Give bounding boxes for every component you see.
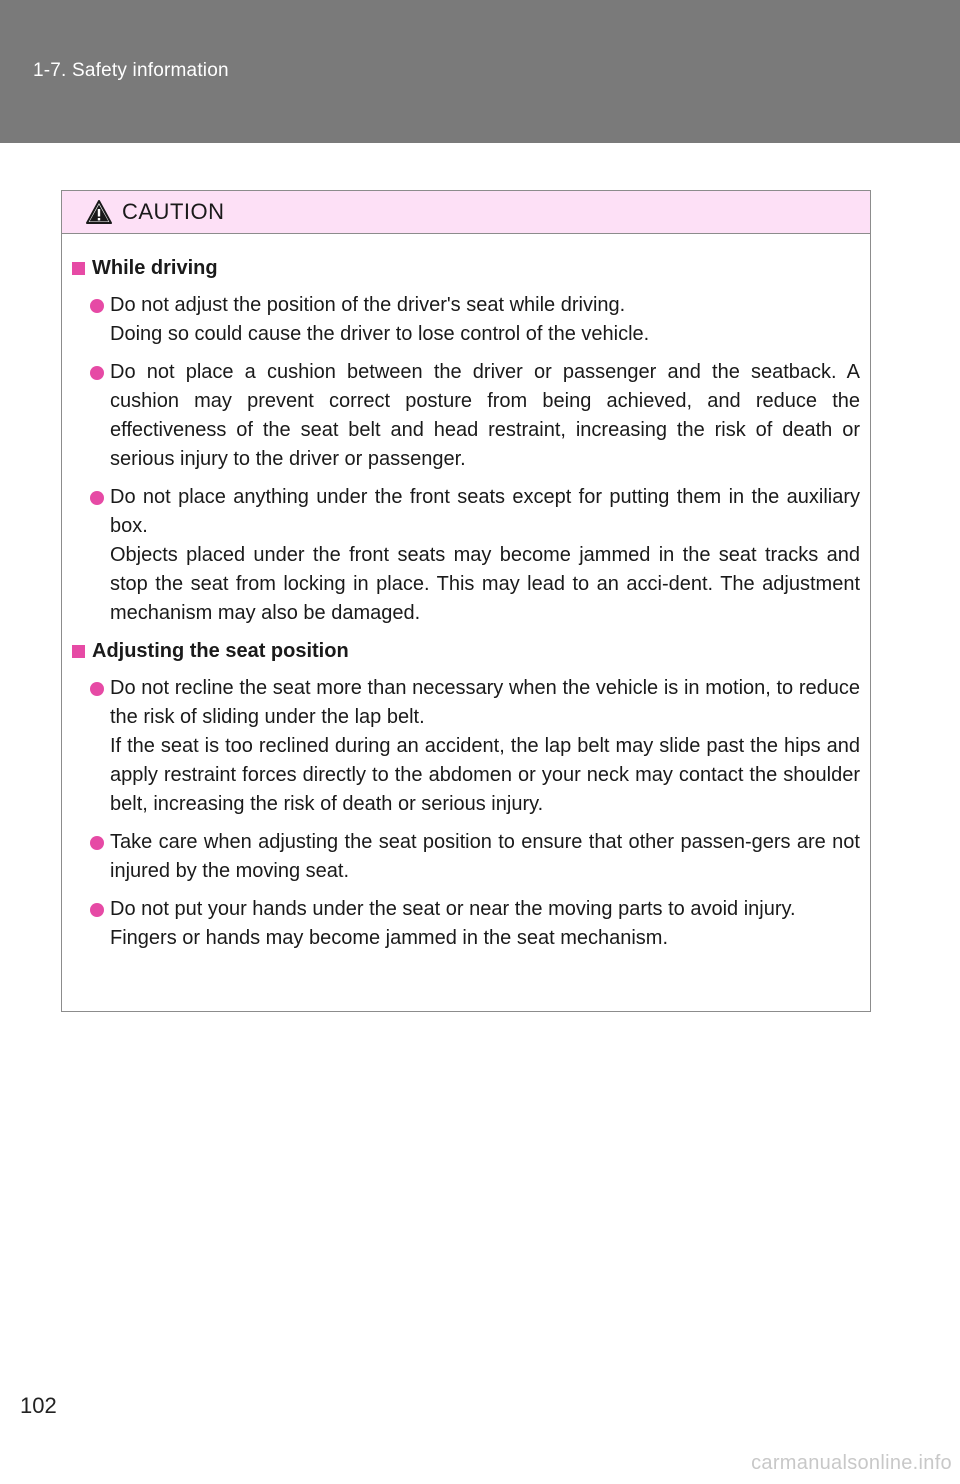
page-number: 102 (20, 1393, 57, 1418)
item-text: Doing so could cause the driver to lose control of the vehicle. (110, 323, 650, 345)
square-bullet-icon (72, 262, 85, 275)
square-bullet-icon (72, 645, 85, 658)
watermark: carmanualsonline.info (751, 1452, 952, 1474)
caution-box (61, 190, 871, 1012)
item-text: Fingers or hands may become jammed in the seat mechanism. (110, 927, 669, 949)
section-title: 1-7. Safety information (33, 60, 229, 81)
item-text: Take care when adjusting the seat position to ensure that other passen-gers are not injured by the moving seat. (110, 831, 860, 882)
header-band (0, 0, 960, 143)
warning-icon (86, 200, 112, 224)
section-heading-text: While driving (92, 257, 218, 279)
item-text: If the seat is too reclined during an accident, the lap belt may slide past the hips and apply restraint forces directly to the abdomen or your neck may contact the shoulder belt, increasing the risk of death or serious injury. (110, 735, 860, 815)
list-item (90, 358, 860, 474)
list-item (90, 674, 860, 819)
section-heading (72, 254, 860, 283)
item-text: Do not put your hands under the seat or near the moving parts to avoid injury. (110, 898, 796, 920)
list-item (90, 483, 860, 628)
caution-body (62, 234, 870, 953)
section-heading (72, 637, 860, 666)
caution-label: CAUTION (122, 199, 225, 224)
circle-bullet-icon (90, 682, 104, 696)
circle-bullet-icon (90, 491, 104, 505)
item-text: Do not place anything under the front seats except for putting them in the auxiliary box. (110, 486, 860, 537)
circle-bullet-icon (90, 836, 104, 850)
item-text: Do not recline the seat more than necessary when the vehicle is in motion, to reduce the risk of sliding under the lap belt. (110, 677, 860, 728)
item-text: Do not place a cushion between the driver or passenger and the seatback. A cushion may prevent correct posture from being achieved, and reduce the effectiveness of the seat belt and head restraint, increasing the risk of death or serious injury to the driver or passenger. (110, 361, 860, 470)
section-heading-text: Adjusting the seat position (92, 640, 349, 662)
list-item (90, 828, 860, 886)
list-item (90, 895, 860, 953)
circle-bullet-icon (90, 299, 104, 313)
caution-header (62, 191, 870, 234)
item-text: Do not adjust the position of the driver's seat while driving. (110, 294, 626, 316)
list-item (90, 291, 860, 349)
circle-bullet-icon (90, 903, 104, 917)
item-text: Objects placed under the front seats may become jammed in the seat tracks and stop the seat from locking in place. This may lead to an acci-dent. The adjustment mechanism may also be damaged. (110, 544, 860, 624)
circle-bullet-icon (90, 366, 104, 380)
